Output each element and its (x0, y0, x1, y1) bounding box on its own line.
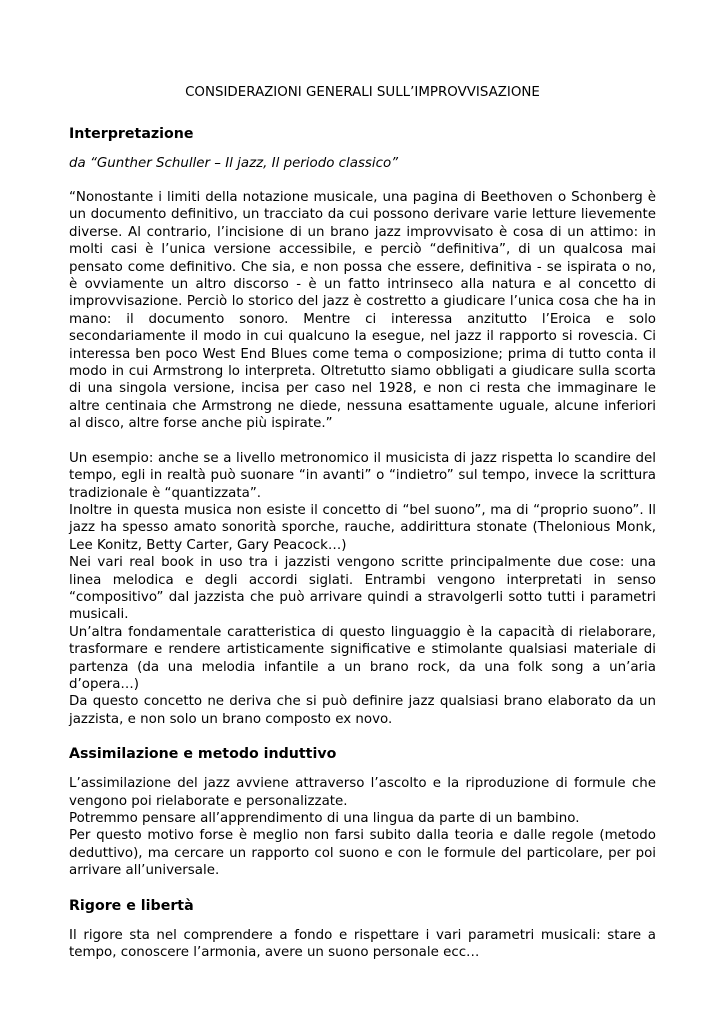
paragraph: Inoltre in questa musica non esiste il concetto di “bel suono”, ma di “proprio suono”. Il jazz ha spesso amato sonorità sporche, rauche, addirittura stonate (Thelonious Monk, Lee Konitz, Betty Carter, Gary Peacock…) (69, 502, 656, 553)
paragraph: Il rigore sta nel comprendere a fondo e rispettare i vari parametri musicali: stare a tempo, conoscere l’armonia, avere un suono personale ecc… (69, 927, 656, 961)
source-citation: da “Gunther Schuller – Il jazz, Il periodo classico” (69, 156, 399, 171)
paragraph: L’assimilazione del jazz avviene attraverso l’ascolto e la riproduzione di formule che vengono poi rielaborate e personalizzate. (69, 776, 656, 809)
paragraph: Potremmo pensare all’apprendimento di una lingua da parte di un bambino. (69, 811, 580, 826)
paragraph: Nei vari real book in uso tra i jazzisti vengono scritte principalmente due cose: una linea melodica e degli accordi siglati. Entrambi vengono interpretati in senso “compositivo” dal jazzista che può arrivare quindi a stravolgerli sotto tutti i parametri musicali. (69, 555, 656, 623)
paragraph: Un’altra fondamentale caratteristica di questo linguaggio è la capacità di rielaborare, trasformare e rendere artisticamente significative e stimolante qualsiasi materiale di partenza (da una melodia infantile a un brano rock, da una folk song a un’aria d’opera…) (69, 624, 656, 692)
document-title: CONSIDERAZIONI GENERALI SULL’IMPROVVISAZIONE (185, 85, 540, 100)
section-heading-interpretazione: Interpretazione (69, 126, 194, 142)
paragraph: Per questo motivo forse è meglio non farsi subito dalla teoria e dalle regole (metodo deduttivo), ma cercare un rapporto col suono e con le formule del particolare, per poi arrivare all’universale. (69, 828, 656, 879)
section-heading-rigore: Rigore e libertà (69, 897, 194, 914)
paragraph: Da questo concetto ne deriva che si può definire jazz qualsiasi brano elaborato da un jazzista, e non solo un brano composto ex novo. (69, 694, 656, 727)
section-heading-assimilazione: Assimilazione e metodo induttivo (69, 746, 337, 763)
quote-paragraph: “Nonostante i limiti della notazione musicale, una pagina di Beethoven o Schonberg è un documento definitivo, un tracciato da cui possono derivare varie letture lievemente diverse. Al contrario, l’incisione di un brano jazz improvvisato è cosa di un attimo: in molti casi è l’unica versione accessibile, e perciò “definitiva”, di un qualcosa mai pensato come definitivo. Che sia, e non possa che essere, definitiva - se ispirata o no, è ovviamente un altro discorso - è un fatto intrinseco alla natura e al concetto di improvvisazione. Perciò lo storico del jazz è costretto a giudicare l’unica cosa che ha in mano: il documento sonoro. Mentre ci interessa anzitutto l’Eroica e solo secondariamente il modo in cui qualcuno la esegue, nel jazz il rapporto si rovescia. Ci interessa ben poco West End Blues come tema o composizione; prima di tutto conta il modo in cui Armstrong lo interpreta. Oltretutto siamo obbligati a giudicare sulla scorta di una singola versione, incisa per caso nel 1928, e non ci resta che immaginare le altre centinaia che Armstrong ne diede, nessuna esattamente uguale, alcune inferiori al disco, altre forse anche più ispirate.” (69, 190, 656, 432)
paragraph: Un esempio: anche se a livello metronomico il musicista di jazz rispetta lo scandire del tempo, egli in realtà può suonare “in avanti” o “indietro” sul tempo, invece la scrittura tradizionale è “quantizzata”. (69, 450, 656, 501)
